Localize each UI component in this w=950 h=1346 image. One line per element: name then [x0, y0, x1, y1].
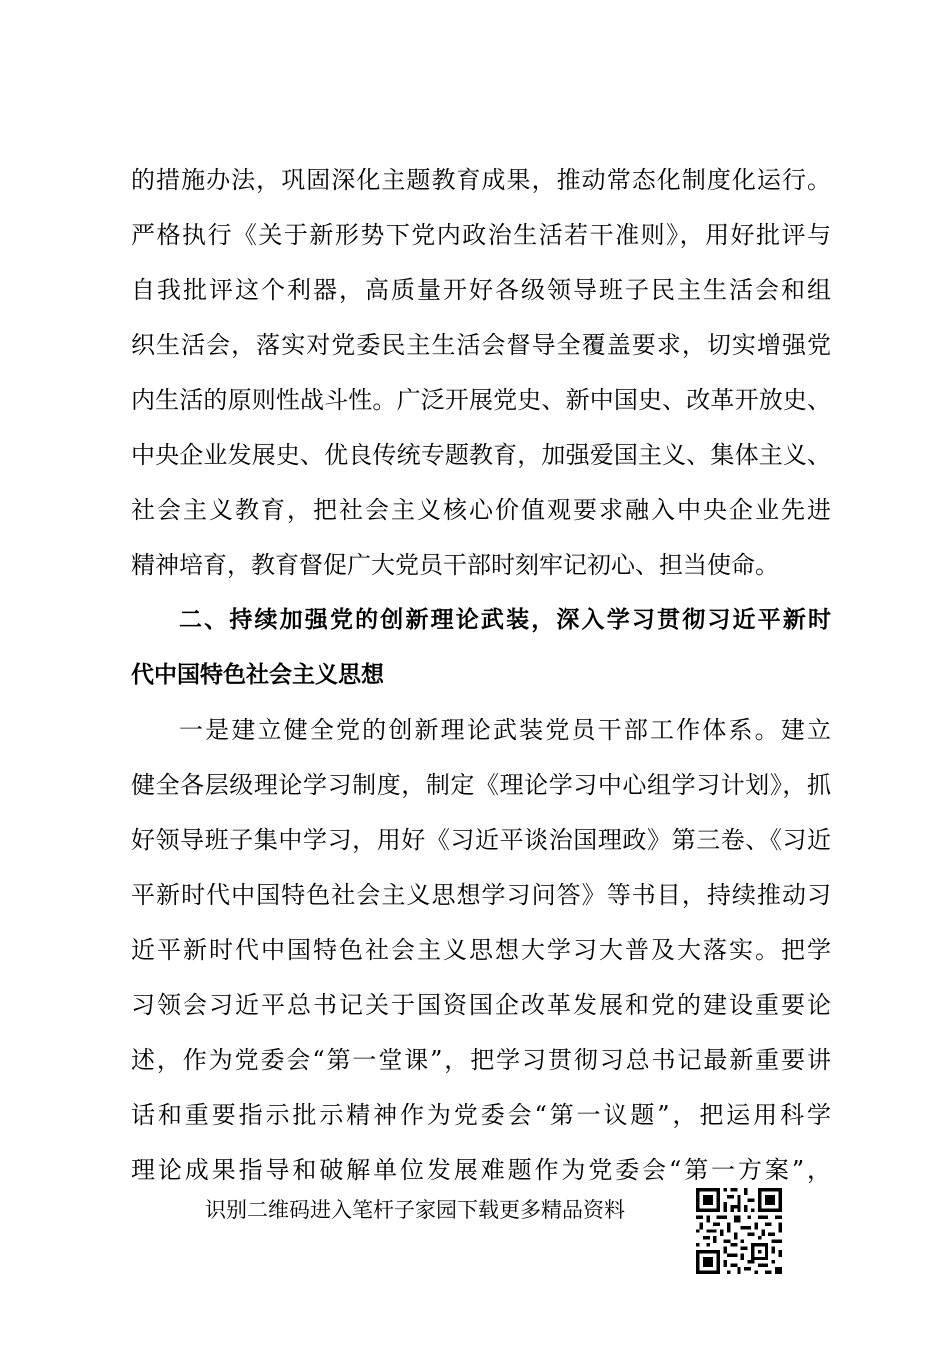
body-line: 中央企业发展史、优良传统专题教育，加强爱国主义、集体主义、 [131, 441, 831, 469]
footer-promo-text: 识别二维码进入笔杆子家园下载更多精品资料 [205, 1198, 625, 1222]
document-body [131, 153, 831, 1198]
body-line: 社会主义教育，把社会主义核心价值观要求融入中央企业先进 [131, 496, 831, 524]
body-line: 一是建立健全党的创新理论武装党员干部工作体系。建立 [179, 716, 831, 744]
body-line: 近平新时代中国特色社会主义思想大学习大普及大落实。把学 [131, 936, 831, 964]
body-line: 织生活会，落实对党委民主生活会督导全覆盖要求，切实增强党 [131, 331, 831, 359]
section-heading: 二、持续加强党的创新理论武装，深入学习贯彻习近平新时 [179, 607, 831, 633]
body-line: 自我批评这个利器，高质量开好各级领导班子民主生活会和组 [131, 276, 831, 304]
body-line: 理论成果指导和破解单位发展难题作为党委会“第一方案”， [131, 1156, 831, 1184]
body-line: 平新时代中国特色社会主义思想学习问答》等书目，持续推动习 [131, 881, 831, 909]
body-line: 话和重要指示批示精神作为党委会“第一议题”，把运用科学 [131, 1101, 831, 1129]
body-line: 健全各层级理论学习制度，制定《理论学习中心组学习计划》，抓 [131, 771, 831, 799]
body-line: 习领会习近平总书记关于国资国企改革发展和党的建设重要论 [131, 991, 831, 1019]
body-line: 严格执行《关于新形势下党内政治生活若干准则》，用好批评与 [131, 221, 831, 249]
body-line: 精神培育，教育督促广大党员干部时刻牢记初心、担当使命。 [131, 551, 779, 579]
qr-code-icon[interactable] [696, 1188, 782, 1274]
body-line: 内生活的原则性战斗性。广泛开展党史、新中国史、改革开放史、 [131, 386, 831, 414]
body-line: 好领导班子集中学习，用好《习近平谈治国理政》第三卷、《习近 [131, 826, 831, 854]
section-heading: 代中国特色社会主义思想 [131, 662, 384, 688]
body-line: 述，作为党委会“第一堂课”，把学习贯彻习总书记最新重要讲 [131, 1046, 831, 1074]
body-line: 的措施办法，巩固深化主题教育成果，推动常态化制度化运行。 [131, 166, 831, 194]
